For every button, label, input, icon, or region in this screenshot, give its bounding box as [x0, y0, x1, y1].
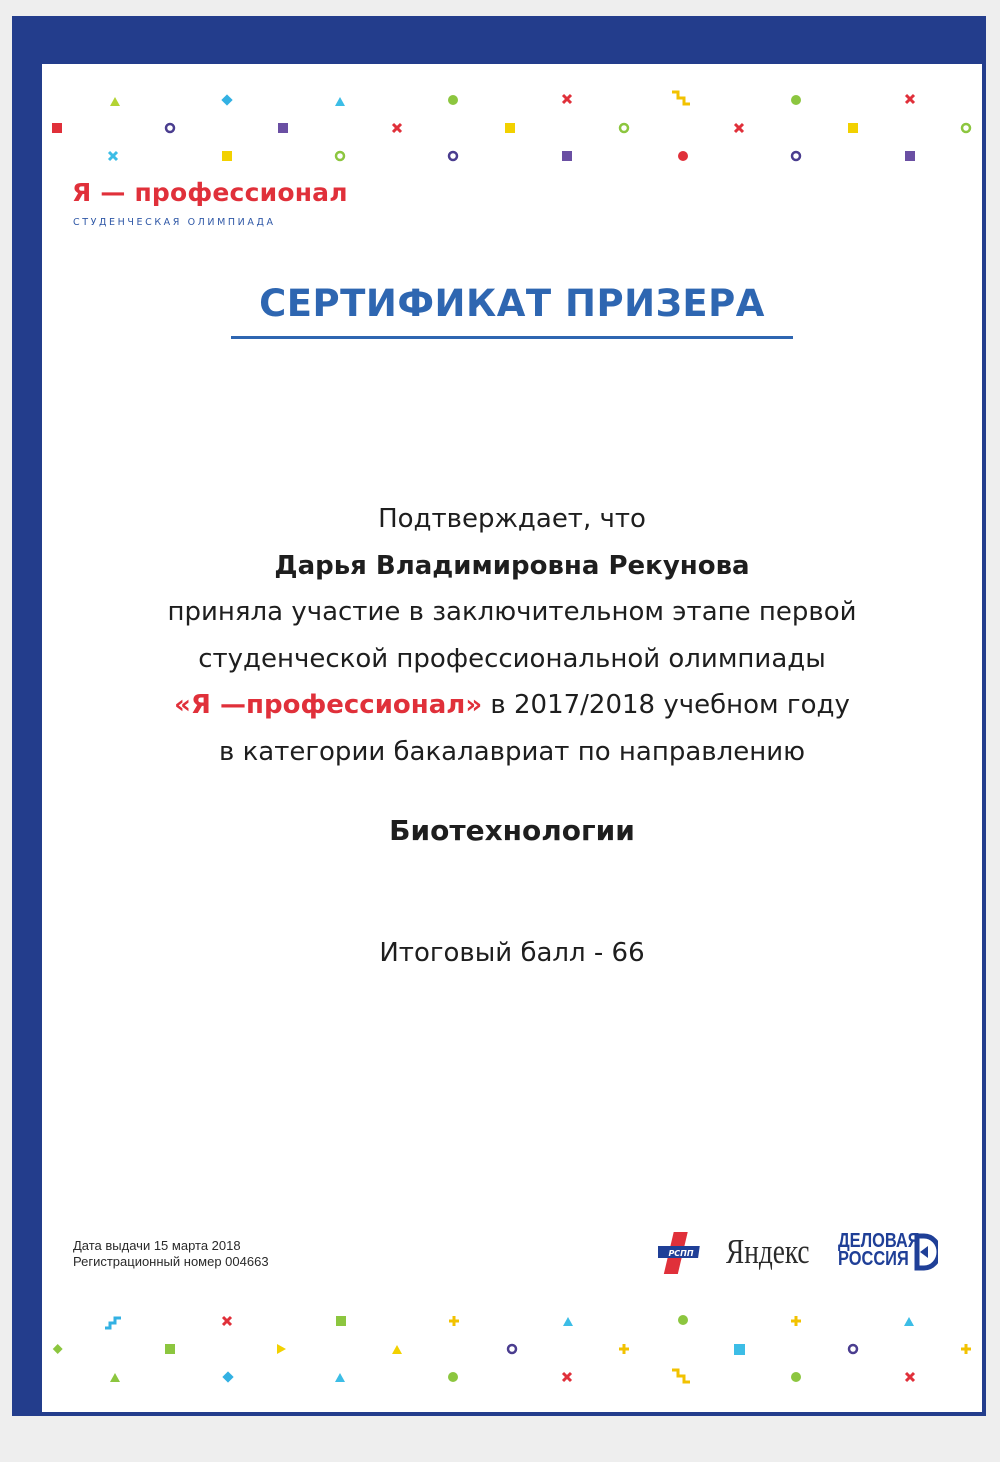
rspp-logo-icon [658, 1230, 704, 1276]
certificate-body [42, 496, 982, 775]
olympiad-year-line [42, 682, 982, 729]
olympiad-logo-subtitle: СТУДЕНЧЕСКАЯ ОЛИМПИАДА [73, 217, 276, 228]
delovaya-rossiya-d-icon [914, 1233, 938, 1271]
direction-name: Биотехнологии [389, 814, 635, 847]
issue-info [73, 1238, 269, 1269]
year-text: в 2017/2018 учебном году [482, 690, 850, 720]
delovaya-line2: РОССИЯ [838, 1248, 909, 1270]
olympiad-logo-title: Я — профессионал [72, 178, 348, 207]
olympiad-name: «Я —профессионал» [174, 690, 483, 720]
final-score: Итоговый балл - 66 [379, 938, 645, 968]
delovaya-line1: ДЕЛОВАЯ [838, 1230, 920, 1252]
yandex-logo: Яндекс [726, 1232, 810, 1271]
recipient-name: Дарья Владимировна Рекунова [274, 550, 750, 581]
delovaya-rossiya-logo [838, 1230, 920, 1270]
olympiad-text: студенческой профессиональной олимпиады [198, 643, 826, 674]
sponsor-logos [658, 1228, 958, 1278]
decorative-confetti-top [42, 64, 982, 174]
certificate-title: СЕРТИФИКАТ ПРИЗЕРА [259, 282, 765, 325]
registration-number: Регистрационный номер 004663 [73, 1253, 269, 1269]
participation-text: приняла участие в заключительном этапе первой [167, 597, 857, 627]
certificate-frame [12, 16, 986, 1416]
title-underline [231, 336, 793, 339]
issue-date: Дата выдачи 15 марта 2018 [73, 1238, 241, 1253]
certificate-paper [42, 64, 982, 1412]
category-text: в категории бакалавриат по направлению [219, 736, 805, 767]
confirms-text: Подтверждает, что [378, 504, 646, 534]
rspp-logo-text: РСПП [668, 1249, 694, 1258]
